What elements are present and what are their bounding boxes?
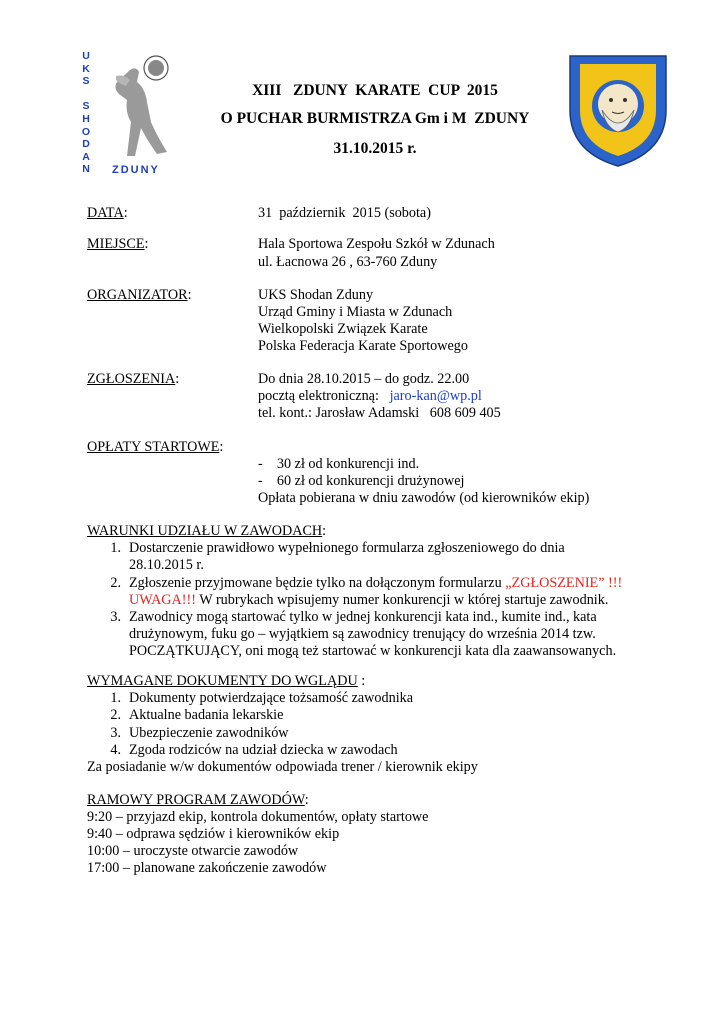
organizator-label: ORGANIZATOR: (87, 287, 192, 303)
program-item: 9:20 – przyjazd ekip, kontrola dokumentów, opłaty startowe (87, 809, 429, 825)
oplaty-note: Opłata pobierana w dniu zawodów (od kierowników ekip) (258, 490, 590, 506)
zgloszenia-label: ZGŁOSZENIA: (87, 371, 180, 387)
miejsce-line: Hala Sportowa Zespołu Szkół w Zdunach (258, 236, 495, 252)
miejsce-label: MIEJSCE: (87, 236, 149, 252)
uks-shodan-logo (78, 50, 188, 180)
warunki-item-cont: UWAGA!!! W rubrykach wpisujemy numer konkurencji w której startuje zawodnik. (129, 592, 609, 608)
warunki-item-cont: 28.10.2015 r. (129, 557, 204, 573)
event-title: XIII ZDUNY KARATE CUP 2015 (252, 82, 498, 99)
organizator-line: Wielkopolski Związek Karate (258, 321, 428, 337)
data-value: 31 październik 2015 (sobota) (258, 205, 431, 221)
organizator-line: UKS Shodan Zduny (258, 287, 374, 303)
program-item: 9:40 – odprawa sędziów i kierowników ekip (87, 826, 340, 842)
dokumenty-item: 3. Ubezpieczenie zawodników (110, 725, 289, 741)
logo-zduny-text: ZDUNY (112, 164, 160, 176)
logo-vertical-letters: U K S S H O D A N (81, 50, 91, 176)
oplaty-item: - 30 zł od konkurencji ind. (258, 456, 420, 472)
oplaty-label: OPŁATY STARTOWE: (87, 439, 224, 455)
dokumenty-item: 1. Dokumenty potwierdzające tożsamość zawodnika (110, 690, 414, 706)
warunki-item: 2. Zgłoszenie przyjmowane będzie tylko na dołączonym formularzu „ZGŁOSZENIE” !!! (110, 575, 623, 591)
warunki-item-cont: POCZĄTKUJĄCY, oni mogą też startować w konkurencji kata dla zaawansowanych. (129, 643, 617, 659)
data-label: DATA: (87, 205, 128, 221)
organizator-line: Polska Federacja Karate Sportowego (258, 338, 468, 354)
warunki-item: 3. Zawodnicy mogą startować tylko w jednej konkurencji kata ind., kumite ind., kata (110, 609, 597, 625)
warunki-item: 1. Dostarczenie prawidłowo wypełnionego formularza zgłoszeniowego do dnia (110, 540, 565, 556)
event-subtitle: O PUCHAR BURMISTRZA Gm i M ZDUNY (220, 110, 530, 127)
zgloszenia-phone: tel. kont.: Jarosław Adamski 608 609 405 (258, 405, 501, 421)
program-label: RAMOWY PROGRAM ZAWODÓW: (87, 792, 309, 808)
event-date-heading: 31.10.2015 r. (333, 140, 417, 157)
zduny-coat-of-arms-icon (566, 52, 670, 170)
dokumenty-item: 2. Aktualne badania lekarskie (110, 707, 284, 723)
program-item: 10:00 – uroczyste otwarcie zawodów (87, 843, 299, 859)
zgloszenia-deadline: Do dnia 28.10.2015 – do godz. 22.00 (258, 371, 470, 387)
dokumenty-item: 4. Zgoda rodziców na udział dziecka w zawodach (110, 742, 398, 758)
program-item: 17:00 – planowane zakończenie zawodów (87, 860, 327, 876)
oplaty-item: - 60 zł od konkurencji drużynowej (258, 473, 465, 489)
miejsce-line: ul. Łacnowa 26 , 63-760 Zduny (258, 254, 438, 270)
warunki-label: WARUNKI UDZIAŁU W ZAWODACH: (87, 523, 327, 539)
dokumenty-note: Za posiadanie w/w dokumentów odpowiada trener / kierownik ekipy (87, 759, 478, 775)
warunki-item-cont: drużynowym, fuku go – wyjątkiem są zawodnicy trenujący do września 2014 tzw. (129, 626, 596, 642)
email-link[interactable]: jaro-kan@wp.pl (389, 388, 482, 404)
organizator-line: Urząd Gminy i Miasta w Zdunach (258, 304, 453, 320)
zgloszenia-email-line: pocztą elektroniczną: jaro-kan@wp.pl (258, 388, 482, 404)
dokumenty-label: WYMAGANE DOKUMENTY DO WGLĄDU : (87, 673, 366, 689)
karate-figure-icon (94, 50, 184, 158)
